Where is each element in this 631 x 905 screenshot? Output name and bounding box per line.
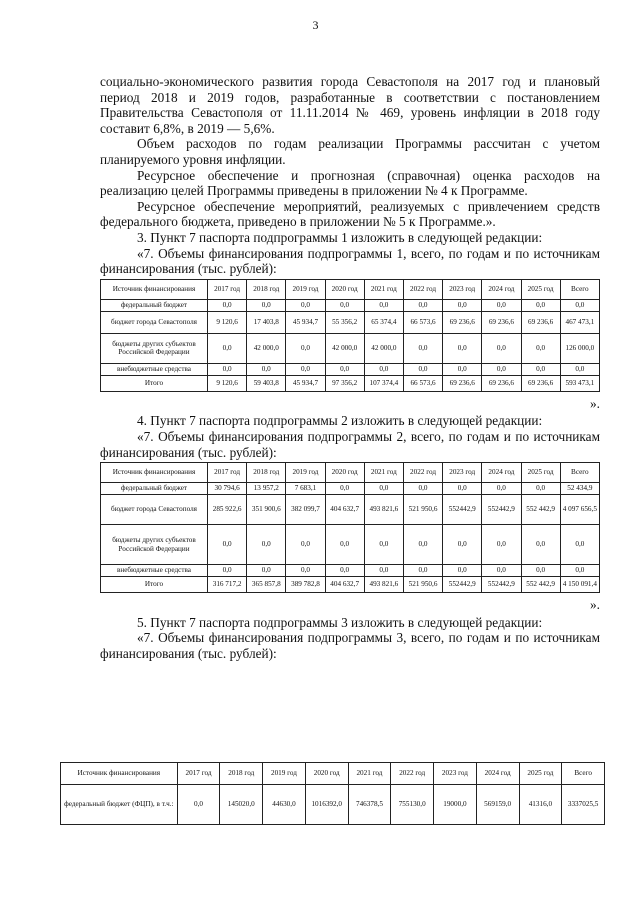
- source-cell: Итого: [101, 577, 208, 593]
- paragraph: Объем расходов по годам реализации Программы рассчитан с учетом планируемого уровня инфляции.: [100, 136, 600, 167]
- value-cell: 59 403,8: [247, 375, 286, 391]
- value-cell: 2021 год: [348, 763, 391, 785]
- value-cell: 0,0: [482, 565, 521, 577]
- value-cell: 107 374,4: [364, 375, 403, 391]
- value-cell: 44630,0: [263, 785, 306, 825]
- value-cell: Всего: [560, 463, 599, 483]
- value-cell: 0,0: [286, 333, 325, 363]
- value-cell: 17 403,8: [247, 311, 286, 333]
- value-cell: 0,0: [364, 525, 403, 565]
- table-row: [101, 311, 600, 333]
- value-cell: 2022 год: [403, 279, 442, 299]
- value-cell: 97 356,2: [325, 375, 364, 391]
- value-cell: 0,0: [482, 525, 521, 565]
- value-cell: 0,0: [560, 525, 599, 565]
- value-cell: 0,0: [443, 525, 482, 565]
- value-cell: 4 097 656,5: [560, 495, 599, 525]
- value-cell: 69 236,6: [521, 311, 560, 333]
- value-cell: 755130,0: [391, 785, 434, 825]
- value-cell: 2025 год: [521, 279, 560, 299]
- value-cell: 2018 год: [247, 463, 286, 483]
- paragraph: Ресурсное обеспечение мероприятий, реализуемых с привлечением средств федерального бюджета, приведено в приложении № 5 к Программе.».: [100, 198, 600, 230]
- section-heading: 4. Пункт 7 паспорта подпрограммы 2 изложить в следующей редакции:: [137, 413, 543, 429]
- source-cell: бюджет города Севастополя: [101, 311, 208, 333]
- table-row: [101, 363, 600, 375]
- value-cell: 2019 год: [286, 463, 325, 483]
- value-cell: 2018 год: [247, 279, 286, 299]
- source-cell: бюджеты других субъектов Российской Федерации: [101, 333, 208, 363]
- value-cell: 2019 год: [263, 763, 306, 785]
- table-header-row: [61, 763, 605, 785]
- value-cell: 0,0: [325, 299, 364, 311]
- table-row: [101, 495, 600, 525]
- value-cell: 0,0: [286, 363, 325, 375]
- value-cell: 0,0: [208, 363, 247, 375]
- value-cell: 0,0: [482, 483, 521, 495]
- value-cell: 2017 год: [208, 463, 247, 483]
- value-cell: 389 782,8: [286, 577, 325, 593]
- value-cell: 552442,9: [482, 495, 521, 525]
- paragraph: социально-экономического развития города Севастополя на 2017 год и плановый период 2018 и 2019 годов, разработанные в соответствии с постановлением Правительства Севастополя от 11.11.2014 № 469, уровень инфляции в 2018 году составит 6,8%, в 2019 — 5,6%.: [100, 74, 600, 136]
- value-cell: 2021 год: [364, 279, 403, 299]
- value-cell: 42 000,0: [364, 333, 403, 363]
- value-cell: 69 236,6: [443, 375, 482, 391]
- value-cell: 0,0: [521, 363, 560, 375]
- value-cell: 0,0: [325, 483, 364, 495]
- value-cell: 0,0: [521, 525, 560, 565]
- value-cell: 7 683,1: [286, 483, 325, 495]
- value-cell: 552 442,9: [521, 495, 560, 525]
- value-cell: 404 632,7: [325, 495, 364, 525]
- value-cell: 69 236,6: [443, 311, 482, 333]
- value-cell: 2022 год: [391, 763, 434, 785]
- value-cell: 2018 год: [220, 763, 263, 785]
- value-cell: 0,0: [560, 299, 599, 311]
- value-cell: 9 120,6: [208, 375, 247, 391]
- value-cell: 69 236,6: [521, 375, 560, 391]
- value-cell: 0,0: [364, 565, 403, 577]
- table-row: [101, 375, 600, 391]
- value-cell: 552 442,9: [521, 577, 560, 593]
- value-cell: 9 120,6: [208, 311, 247, 333]
- value-cell: 2020 год: [325, 279, 364, 299]
- section-heading: 5. Пункт 7 паспорта подпрограммы 3 изложить в следующей редакции:: [137, 614, 543, 630]
- source-cell: федеральный бюджет: [101, 299, 208, 311]
- financing-table-subprogram-1: [100, 279, 600, 392]
- value-cell: 2022 год: [403, 463, 442, 483]
- source-cell: внебюджетные средства: [101, 565, 208, 577]
- value-cell: Всего: [562, 763, 605, 785]
- value-cell: 0,0: [521, 565, 560, 577]
- value-cell: 0,0: [247, 299, 286, 311]
- value-cell: 2020 год: [305, 763, 348, 785]
- table-wrapper: [60, 760, 605, 825]
- value-cell: 0,0: [443, 333, 482, 363]
- value-cell: 4 150 091,4: [560, 577, 599, 593]
- source-cell: Источник финансирования: [61, 763, 178, 785]
- value-cell: 0,0: [177, 785, 220, 825]
- value-cell: 0,0: [364, 363, 403, 375]
- value-cell: 45 934,7: [286, 311, 325, 333]
- financing-table-subprogram-2: [100, 462, 600, 593]
- end-quote: ».: [590, 395, 600, 411]
- value-cell: 0,0: [403, 333, 442, 363]
- value-cell: 493 821,6: [364, 577, 403, 593]
- financing-table-subprogram-3: [60, 762, 605, 825]
- value-cell: 552442,9: [443, 495, 482, 525]
- value-cell: 0,0: [208, 333, 247, 363]
- table-row: [101, 525, 600, 565]
- source-cell: федеральный бюджет (ФЦП), в т.ч.:: [61, 785, 178, 825]
- value-cell: 0,0: [521, 333, 560, 363]
- value-cell: 0,0: [247, 363, 286, 375]
- section-subheading: «7. Объемы финансирования подпрограммы 3, всего, по годам и по источникам финансирования (тыс. рублей):: [100, 630, 600, 661]
- source-cell: Источник финансирования: [101, 279, 208, 299]
- value-cell: 0,0: [247, 565, 286, 577]
- value-cell: 145020,0: [220, 785, 263, 825]
- table-row: [61, 785, 605, 825]
- table-row: [101, 483, 600, 495]
- value-cell: 0,0: [443, 363, 482, 375]
- value-cell: 2023 год: [434, 763, 477, 785]
- value-cell: 0,0: [403, 483, 442, 495]
- value-cell: 52 434,9: [560, 483, 599, 495]
- source-cell: бюджеты других субъектов Российской Федерации: [101, 525, 208, 565]
- value-cell: 65 374,4: [364, 311, 403, 333]
- value-cell: 2017 год: [208, 279, 247, 299]
- value-cell: 2024 год: [482, 463, 521, 483]
- value-cell: 0,0: [286, 565, 325, 577]
- value-cell: 0,0: [560, 565, 599, 577]
- value-cell: 2025 год: [521, 463, 560, 483]
- value-cell: 0,0: [403, 525, 442, 565]
- value-cell: 66 573,6: [403, 311, 442, 333]
- paragraph: Ресурсное обеспечение и прогнозная (справочная) оценка расходов на реализацию целей Программы приведены в приложении № 4 к Программе.: [100, 167, 600, 199]
- value-cell: 2020 год: [325, 463, 364, 483]
- value-cell: 316 717,2: [208, 577, 247, 593]
- value-cell: 552442,9: [482, 577, 521, 593]
- table-header-row: [101, 279, 600, 299]
- source-cell: внебюджетные средства: [101, 363, 208, 375]
- value-cell: 45 934,7: [286, 375, 325, 391]
- value-cell: 0,0: [364, 483, 403, 495]
- value-cell: 0,0: [208, 299, 247, 311]
- value-cell: 42 000,0: [247, 333, 286, 363]
- value-cell: 0,0: [560, 363, 599, 375]
- value-cell: 2023 год: [443, 279, 482, 299]
- section-subheading: «7. Объемы финансирования подпрограммы 1, всего, по годам и по источникам финансирования (тыс. рублей):: [100, 245, 600, 277]
- value-cell: 493 821,6: [364, 495, 403, 525]
- value-cell: 569159,0: [476, 785, 519, 825]
- value-cell: 467 473,1: [560, 311, 599, 333]
- value-cell: 0,0: [208, 565, 247, 577]
- value-cell: 0,0: [286, 525, 325, 565]
- value-cell: 0,0: [482, 299, 521, 311]
- value-cell: 0,0: [325, 363, 364, 375]
- value-cell: 69 236,6: [482, 375, 521, 391]
- value-cell: 3337025,5: [562, 785, 605, 825]
- page-number: 3: [312, 18, 319, 32]
- value-cell: 365 857,8: [247, 577, 286, 593]
- value-cell: 0,0: [208, 525, 247, 565]
- document-body: [100, 74, 600, 661]
- value-cell: 2019 год: [286, 279, 325, 299]
- source-cell: Источник финансирования: [101, 463, 208, 483]
- value-cell: 285 922,6: [208, 495, 247, 525]
- value-cell: 593 473,1: [560, 375, 599, 391]
- value-cell: 0,0: [403, 299, 442, 311]
- table-row: [101, 299, 600, 311]
- value-cell: 2023 год: [443, 463, 482, 483]
- value-cell: 2017 год: [177, 763, 220, 785]
- value-cell: 0,0: [286, 299, 325, 311]
- table-header-row: [101, 463, 600, 483]
- value-cell: Всего: [560, 279, 599, 299]
- value-cell: 126 000,0: [560, 333, 599, 363]
- value-cell: 42 000,0: [325, 333, 364, 363]
- value-cell: 521 950,6: [403, 495, 442, 525]
- value-cell: 0,0: [364, 299, 403, 311]
- value-cell: 0,0: [325, 525, 364, 565]
- value-cell: 351 900,6: [247, 495, 286, 525]
- value-cell: 0,0: [443, 483, 482, 495]
- source-cell: Итого: [101, 375, 208, 391]
- value-cell: 0,0: [482, 333, 521, 363]
- value-cell: 0,0: [482, 363, 521, 375]
- value-cell: 1016392,0: [305, 785, 348, 825]
- value-cell: 2021 год: [364, 463, 403, 483]
- value-cell: 0,0: [443, 565, 482, 577]
- value-cell: 30 794,6: [208, 483, 247, 495]
- value-cell: 0,0: [403, 565, 442, 577]
- end-quote: ».: [590, 597, 600, 613]
- value-cell: 382 099,7: [286, 495, 325, 525]
- value-cell: 13 957,2: [247, 483, 286, 495]
- table-row: [101, 577, 600, 593]
- value-cell: 66 573,6: [403, 375, 442, 391]
- value-cell: 2025 год: [519, 763, 562, 785]
- value-cell: 746378,5: [348, 785, 391, 825]
- section-subheading: «7. Объемы финансирования подпрограммы 2, всего, по годам и по источникам финансирования (тыс. рублей):: [100, 428, 600, 460]
- value-cell: 404 632,7: [325, 577, 364, 593]
- value-cell: 55 356,2: [325, 311, 364, 333]
- value-cell: 41316,0: [519, 785, 562, 825]
- source-cell: федеральный бюджет: [101, 483, 208, 495]
- value-cell: 0,0: [325, 565, 364, 577]
- value-cell: 2024 год: [482, 279, 521, 299]
- value-cell: 0,0: [403, 363, 442, 375]
- section-heading: 3. Пункт 7 паспорта подпрограммы 1 изложить в следующей редакции:: [137, 229, 543, 245]
- value-cell: 69 236,6: [482, 311, 521, 333]
- source-cell: бюджет города Севастополя: [101, 495, 208, 525]
- table-row: [101, 333, 600, 363]
- value-cell: 0,0: [247, 525, 286, 565]
- value-cell: 19000,0: [434, 785, 477, 825]
- table-row: [101, 565, 600, 577]
- value-cell: 521 950,6: [403, 577, 442, 593]
- value-cell: 552442,9: [443, 577, 482, 593]
- value-cell: 0,0: [521, 483, 560, 495]
- value-cell: 2024 год: [476, 763, 519, 785]
- value-cell: 0,0: [443, 299, 482, 311]
- value-cell: 0,0: [521, 299, 560, 311]
